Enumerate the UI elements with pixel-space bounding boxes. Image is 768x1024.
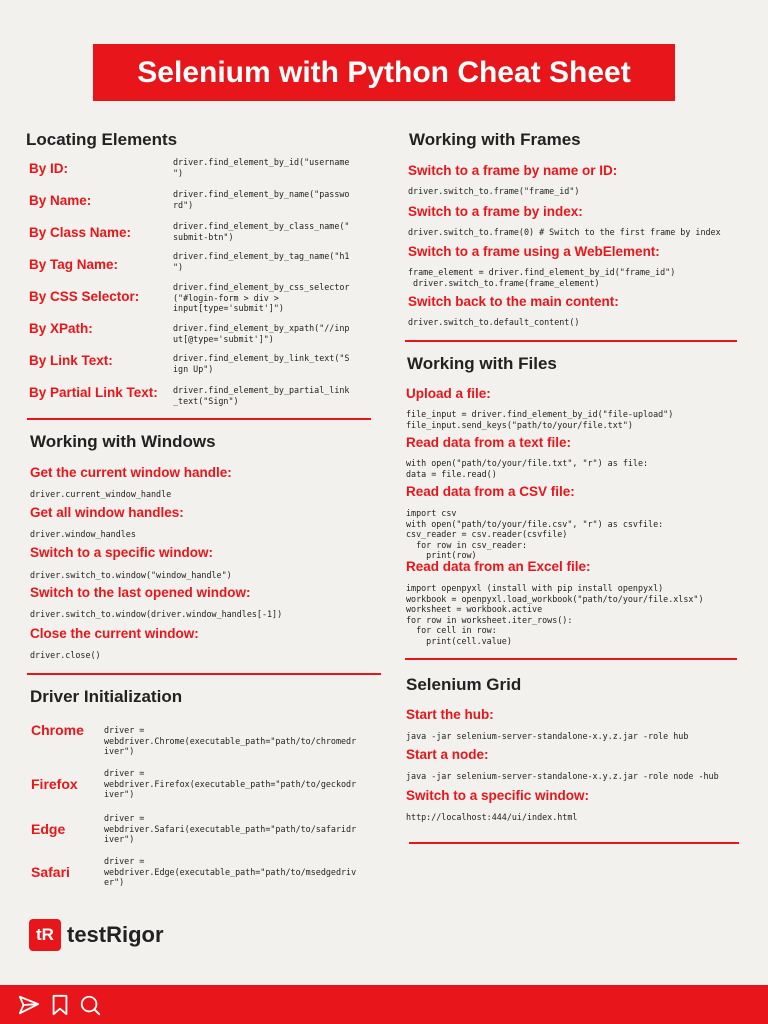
- locating-code: driver.find_element_by_xpath("//inp ut[@type='submit']"): [173, 323, 350, 344]
- locating-label: By CSS Selector:: [29, 289, 140, 304]
- locating-label: By Class Name:: [29, 225, 132, 240]
- logo-name: testRigor: [67, 922, 164, 947]
- driver-code: driver = webdriver.Safari(executable_path="path/to/safaridr iver"): [104, 813, 357, 844]
- windows-label: Switch to a specific window:: [30, 545, 214, 560]
- locating-label: By ID:: [29, 161, 69, 176]
- locating-code: driver.find_element_by_id("username "): [173, 157, 350, 178]
- driver-code: driver = webdriver.Chrome(executable_path="path/to/chromedr iver"): [104, 725, 357, 756]
- driver-code: driver = webdriver.Firefox(executable_path="path/to/geckodr iver"): [104, 768, 357, 799]
- driver-label: Chrome: [31, 722, 84, 738]
- testrigor-logo: [29, 919, 164, 951]
- locating-title: Locating Elements: [26, 130, 178, 149]
- divider: [405, 340, 737, 342]
- windows-label: Switch to the last opened window:: [30, 585, 251, 600]
- files-code: with open("path/to/your/file.txt", "r") as file: data = file.read(): [406, 458, 649, 479]
- locating-code: driver.find_element_by_css_selector ("#login-form > div > input[type='submit']"): [173, 282, 350, 313]
- files-label: Upload a file:: [406, 386, 491, 401]
- driver-label: Safari: [31, 864, 70, 880]
- grid-label: Start the hub:: [406, 707, 494, 722]
- locating-label: By Name:: [29, 193, 92, 208]
- locating-label: By Tag Name:: [29, 257, 119, 272]
- footer-bar: [0, 985, 768, 1024]
- driver-title: Driver Initialization: [30, 687, 183, 706]
- driver-label: Firefox: [31, 776, 78, 792]
- driver-label: Edge: [31, 821, 66, 837]
- files-label: Read data from an Excel file:: [406, 559, 591, 574]
- windows-label: Get the current window handle:: [30, 465, 232, 480]
- locating-code: driver.find_element_by_tag_name("h1 "): [173, 251, 350, 272]
- driver-code: driver = webdriver.Edge(executable_path="path/to/msedgedriv er"): [104, 856, 357, 887]
- logo-mark: tR: [29, 919, 61, 951]
- frames-code: driver.switch_to.default_content(): [408, 317, 580, 327]
- windows-code: driver.switch_to.window("window_handle"): [30, 570, 232, 580]
- locating-code: driver.find_element_by_link_text("S ign Up"): [173, 353, 350, 374]
- files-label: Read data from a text file:: [406, 435, 572, 450]
- grid-code: java -jar selenium-server-standalone-x.y.z.jar -role node -hub: [406, 771, 719, 781]
- frames-code: frame_element = driver.find_element_by_id("frame_id") driver.switch_to.frame(frame_element): [408, 267, 676, 288]
- frames-title: Working with Frames: [409, 130, 581, 149]
- windows-title: Working with Windows: [30, 432, 216, 451]
- frames-label: Switch to a frame by name or ID:: [408, 163, 618, 178]
- windows-code: driver.switch_to.window(driver.window_handles[-1]): [30, 609, 283, 619]
- files-code: file_input = driver.find_element_by_id("file-upload") file_input.send_keys("path/to/your/file.txt"): [406, 409, 674, 430]
- divider: [409, 842, 739, 844]
- grid-title: Selenium Grid: [406, 675, 522, 694]
- locating-code: driver.find_element_by_partial_link _text("Sign"): [173, 385, 350, 406]
- grid-code: http://localhost:444/ui/index.html: [406, 812, 578, 822]
- page-title: Selenium with Python Cheat Sheet: [93, 44, 675, 101]
- files-code: import openpyxl (install with pip install openpyxl) workbook = openpyxl.load_workbook("path/to/your/file.xlsx") worksheet = workbook.active for row in worksheet.iter_rows(): for cell in row: print(cell.value): [406, 583, 704, 646]
- divider: [27, 673, 381, 675]
- locating-label: By Partial Link Text:: [29, 385, 158, 400]
- locating-code: driver.find_element_by_class_name(" submit-btn"): [173, 221, 350, 242]
- frames-code: driver.switch_to.frame(0) # Switch to the first frame by index: [408, 227, 721, 237]
- locating-label: By Link Text:: [29, 353, 113, 368]
- windows-label: Close the current window:: [30, 626, 199, 641]
- locating-code: driver.find_element_by_name("passwo rd"): [173, 189, 350, 210]
- frames-code: driver.switch_to.frame("frame_id"): [408, 186, 580, 196]
- frames-label: Switch to a frame by index:: [408, 204, 583, 219]
- divider: [405, 658, 737, 660]
- windows-code: driver.current_window_handle: [30, 489, 172, 499]
- grid-label: Start a node:: [406, 747, 489, 762]
- windows-label: Get all window handles:: [30, 505, 184, 520]
- files-label: Read data from a CSV file:: [406, 484, 575, 499]
- windows-code: driver.close(): [30, 650, 101, 660]
- frames-label: Switch back to the main content:: [408, 294, 619, 309]
- files-title: Working with Files: [407, 354, 557, 373]
- files-code: import csv with open("path/to/your/file.csv", "r") as csvfile: csv_reader = csv.reader(csvfile) for row in csv_reader: print(row): [406, 508, 664, 560]
- divider: [27, 418, 371, 420]
- windows-code: driver.window_handles: [30, 529, 136, 539]
- locating-label: By XPath:: [29, 321, 93, 336]
- grid-code: java -jar selenium-server-standalone-x.y.z.jar -role hub: [406, 731, 689, 741]
- bookmark-icon[interactable]: [50, 994, 70, 1016]
- search-icon[interactable]: [79, 994, 101, 1016]
- grid-label: Switch to a specific window:: [406, 788, 590, 803]
- frames-label: Switch to a frame using a WebElement:: [408, 244, 660, 259]
- send-icon[interactable]: [18, 994, 40, 1016]
